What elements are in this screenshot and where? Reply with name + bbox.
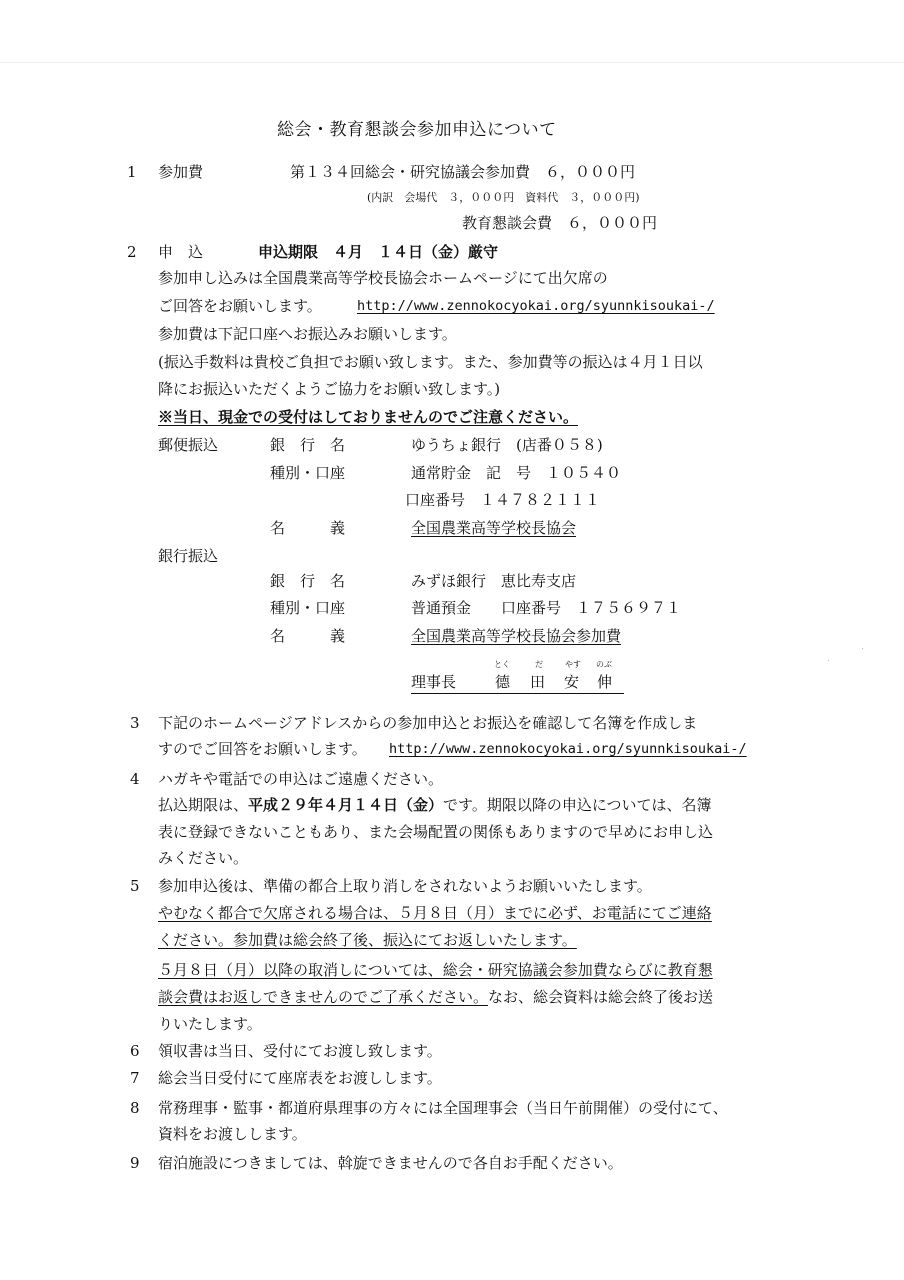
application-paragraph: ご回答をお願いします。 [158, 297, 322, 315]
chairman-name-ruby: のぶ [596, 660, 612, 669]
board-members-note: 資料をお渡しします。 [158, 1125, 307, 1143]
postal-transfer-label: 郵便振込 [158, 436, 219, 454]
chairman-name-ruby: とく [494, 660, 510, 669]
section-2-number: 2 [127, 243, 137, 261]
scan-edge-line [0, 62, 904, 63]
chairman-name-char: 伸 [597, 673, 613, 691]
postal-account-holder-label: 名 義 [270, 519, 346, 537]
section-9-number: 9 [130, 1154, 140, 1172]
cash-not-accepted-notice: ※当日、現金での受付はしておりませんのでご注意ください。 [158, 408, 579, 426]
bank-account-type-value: 普通預金 口座番号 １７５６９７１ [411, 599, 682, 617]
postal-account-number: 口座番号 １４７８２１１１ [405, 491, 601, 509]
document-title: 総会・教育懇談会参加申込について [277, 120, 557, 140]
education-meeting-fee: 教育懇談会費 ６，０００円 [462, 214, 658, 232]
section-5-text: りいたします。 [158, 1015, 262, 1033]
refund-policy: 談会費はお返しできませんのでご了承ください。なお、総会資料は総会終了後お送 [158, 988, 714, 1006]
postal-bank-name-label: 銀 行 名 [270, 436, 346, 454]
cancellation-notice: やむなく都合で欠席される場合は、５月８日（月）までに必ず、お電話にてご連絡 [158, 904, 712, 922]
chairman-underline [411, 693, 624, 694]
section-6-number: 6 [130, 1042, 140, 1060]
fee-breakdown: (内訳 会場代 ３，０００円 資料代 ３，０００円) [367, 191, 640, 204]
cancellation-notice: ください。参加費は総会終了後、振込にてお返しいたします。 [158, 931, 577, 949]
transfer-fee-note: 降にお振込いただくようご協力をお願い致します。) [158, 380, 501, 398]
section-7-number: 7 [130, 1069, 140, 1087]
bank-name-label: 銀 行 名 [270, 572, 346, 590]
registration-link[interactable]: http://www.zennokocyokai.org/syunnkisoukai-/ [357, 298, 715, 314]
bank-account-holder-value: 全国農業高等学校長協会参加費 [411, 627, 622, 645]
postal-account-holder-value: 全国農業高等学校長協会 [411, 519, 577, 537]
accommodation-note: 宿泊施設につきましては、斡旋できませんので各自お手配ください。 [158, 1154, 623, 1172]
section-4-text: ハガキや電話での申込はご遠慮ください。 [158, 770, 444, 788]
postal-account-type-label: 種別・口座 [270, 464, 346, 482]
registration-link[interactable]: http://www.zennokocyokai.org/syunnkisoukai-/ [389, 741, 747, 757]
scan-speck [862, 648, 863, 649]
postal-bank-name-value: ゆうちょ銀行 (店番０５８) [411, 436, 603, 454]
section-1-number: 1 [127, 163, 137, 181]
chairman-title: 理事長 [411, 673, 457, 691]
section-8-number: 8 [130, 1099, 140, 1117]
application-paragraph: 参加申し込みは全国農業高等学校長協会ホームページにて出欠席の [158, 269, 608, 287]
section-2-label: 申 込 [158, 243, 204, 261]
postal-account-type-value: 通常貯金 記 号 １０５４０ [411, 464, 622, 482]
section-5-text: 参加申込後は、準備の都合上取り消しをされないようお願いいたします。 [158, 877, 652, 895]
section-3-text: すのでご回答をお願いします。 [158, 740, 367, 758]
bank-account-holder-label: 名 義 [270, 627, 346, 645]
transfer-fee-note: (振込手数料は貴校ご負担でお願い致します。また、参加費等の振込は４月１日以 [158, 353, 703, 371]
section-4-text: 払込期限は、平成２９年４月１４日（金）です。期限以降の申込については、名簿 [158, 796, 712, 814]
general-meeting-fee: 第１３４回総会・研究協議会参加費 ６，０００円 [290, 163, 636, 181]
bank-name-value: みずほ銀行 恵比寿支店 [411, 572, 577, 590]
section-5-number: 5 [130, 877, 140, 895]
chairman-name-ruby: やす [565, 660, 581, 669]
chairman-name-ruby: だ [535, 660, 543, 669]
payment-instruction: 参加費は下記口座へお振込みお願いします。 [158, 325, 457, 343]
section-4-text: 表に登録できないこともあり、また会場配置の関係もありますので早めにお申し込 [158, 823, 714, 841]
section-3-text: 下記のホームページアドレスからの参加申込とお振込を確認して名簿を作成しま [158, 714, 698, 732]
chairman-name-char: 田 [530, 673, 546, 691]
refund-policy: ５月８日（月）以降の取消しについては、総会・研究協議会参加費ならびに教育懇 [158, 961, 713, 979]
seating-chart-note: 総会当日受付にて座席表をお渡しします。 [158, 1069, 442, 1087]
section-1-label: 参加費 [158, 163, 204, 181]
chairman-name-char: 德 [495, 673, 511, 691]
chairman-name-char: 安 [564, 673, 580, 691]
application-deadline: 申込期限 ４月 １４日（金）厳守 [258, 243, 499, 261]
board-members-note: 常務理事・監事・都道府県理事の方々には全国理事会（当日午前開催）の受付にて、 [158, 1099, 728, 1117]
section-4-number: 4 [130, 770, 140, 788]
section-3-number: 3 [130, 714, 140, 732]
bank-transfer-label: 銀行振込 [158, 547, 219, 565]
section-4-text: みください。 [158, 849, 249, 867]
receipt-note: 領収書は当日、受付にてお渡し致します。 [158, 1042, 442, 1060]
bank-account-type-label: 種別・口座 [270, 599, 346, 617]
scan-speck [828, 660, 829, 661]
